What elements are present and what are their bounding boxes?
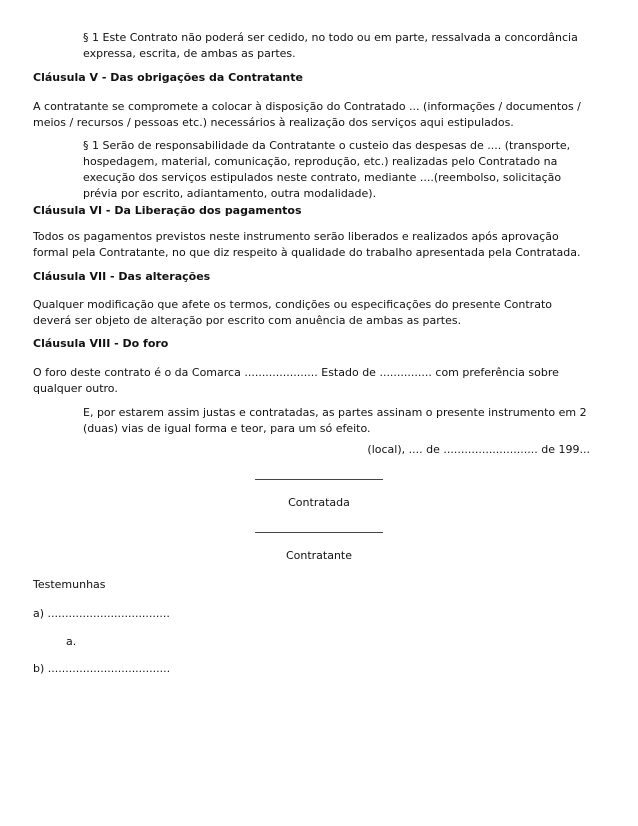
signature-contratante xyxy=(255,532,383,564)
heading-clausula-vi: Cláusula VI - Da Liberação dos pagamentos xyxy=(33,204,302,217)
text-clausula-vi: Todos os pagamentos previstos neste instrumento serão liberados e realizados após aprovação formal pela Contratante, no que diz respeito à qualidade do trabalho apresentada pela Contratada. xyxy=(33,230,581,259)
paragraph-clausula-v: § 1 Serão de responsabilidade da Contratante o custeio das despesas de .... (transporte, hospedagem, material, comunicação, reprodução, etc.) realizadas pelo Contratado na execução dos serviços estipulados neste contrato, mediante ....(reembolso, solicitação prévia por escrito, adiantamento, outra modalidade). xyxy=(83,139,571,200)
signature-contratada xyxy=(255,479,383,511)
witness-a-sub: a. xyxy=(66,635,77,648)
text-clausula-vii: Qualquer modificação que afete os termos, condições ou especificações do presente Contrato deverá ser objeto de alteração por escrito com anuência de ambas as partes. xyxy=(33,298,552,327)
witness-a: a) ................................... xyxy=(33,607,170,620)
signature-line xyxy=(255,479,383,480)
text-clausula-viii: O foro deste contrato é o da Comarca ..................... Estado de ............... com preferência sobre qualquer outro. xyxy=(33,366,559,395)
witness-b: b) ................................... xyxy=(33,662,171,675)
signature-label: Contratada xyxy=(288,496,350,509)
heading-clausula-v: Cláusula V - Das obrigações da Contratante xyxy=(33,71,303,84)
signature-line xyxy=(255,532,383,533)
witnesses-heading: Testemunhas xyxy=(33,578,106,591)
closing-paragraph: E, por estarem assim justas e contratadas, as partes assinam o presente instrumento em 2 (duas) vias de igual forma e teor, para um só efeito. xyxy=(83,406,587,435)
date-line: (local), .... de ........................... de 199... xyxy=(367,443,590,456)
signature-label: Contratante xyxy=(285,549,353,562)
heading-clausula-vii: Cláusula VII - Das alterações xyxy=(33,270,211,283)
text-clausula-v: A contratante se compromete a colocar à disposição do Contratado ... (informações / documentos / meios / recursos / pessoas etc.) necessários à realização dos serviços aqui estipulados. xyxy=(33,100,581,129)
heading-clausula-viii: Cláusula VIII - Do foro xyxy=(33,337,169,350)
paragraph-cession: § 1 Este Contrato não poderá ser cedido, no todo ou em parte, ressalvada a concordância expressa, escrita, de ambas as partes. xyxy=(83,31,578,60)
